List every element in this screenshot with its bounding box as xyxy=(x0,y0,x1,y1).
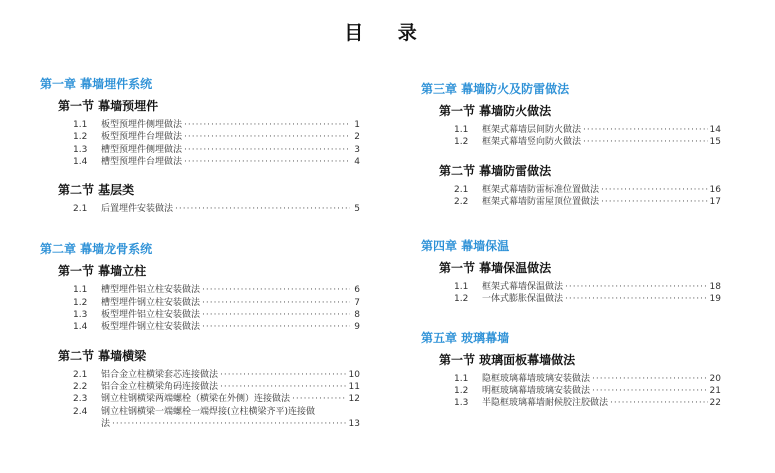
entry-page: 5 xyxy=(354,204,360,215)
entry-title: 板型埋件铝立柱安装做法 xyxy=(101,310,201,321)
entry-page: 15 xyxy=(709,137,721,148)
leader-dots xyxy=(184,131,350,143)
section-heading[interactable]: 第一节 玻璃面板幕墙做法 xyxy=(439,352,576,367)
section-heading[interactable]: 第一节 幕墙防火做法 xyxy=(439,104,552,118)
leader-dots xyxy=(202,284,350,296)
entry-number: 2.1 xyxy=(454,184,469,195)
leader-dots xyxy=(292,393,347,405)
leader-dots xyxy=(202,321,350,333)
entry-title: 框架式幕墙层间防火做法 xyxy=(482,125,582,135)
entry-page: 9 xyxy=(354,322,360,333)
chapter-heading[interactable]: 第四章 幕墙保温 xyxy=(421,239,510,254)
toc-entry[interactable] xyxy=(73,131,360,143)
entry-page: 14 xyxy=(709,125,721,135)
leader-dots xyxy=(202,309,350,321)
leader-dots xyxy=(565,293,708,305)
entry-title: 槽型埋件铝立柱安装做法 xyxy=(101,285,201,296)
entry-number: 1.2 xyxy=(454,386,469,397)
entry-number: 1.4 xyxy=(73,156,88,167)
leader-dots xyxy=(220,369,347,381)
chapter-heading[interactable]: 第五章 玻璃幕墙 xyxy=(421,330,510,345)
entry-number: 1.3 xyxy=(73,144,88,155)
leader-dots xyxy=(592,373,708,385)
entry-title-continued: 法 xyxy=(101,418,111,429)
leader-dots xyxy=(610,397,708,409)
leader-dots xyxy=(202,297,350,309)
entry-title: 半隐框玻璃幕墙耐候胶注胶做法 xyxy=(482,398,609,409)
entry-title: 框架式幕墙防雷标准位置做法 xyxy=(482,184,600,195)
entry-page: 18 xyxy=(709,282,721,293)
toc-entry[interactable] xyxy=(454,184,721,196)
leader-dots xyxy=(184,119,350,131)
toc-entry[interactable] xyxy=(73,144,360,156)
entry-number: 1.2 xyxy=(73,132,88,143)
section-heading[interactable]: 第一节 幕墙保温做法 xyxy=(439,261,552,276)
toc-entry[interactable] xyxy=(454,293,721,305)
entry-number: 2.1 xyxy=(73,369,88,380)
entry-page: 3 xyxy=(354,144,360,155)
toc-entry[interactable] xyxy=(73,284,360,296)
entry-page: 8 xyxy=(354,310,360,321)
toc-entry[interactable] xyxy=(73,369,360,381)
entry-number: 2.2 xyxy=(454,196,469,207)
entry-title: 框架式幕墙防雷屋顶位置做法 xyxy=(482,196,600,207)
toc-entry[interactable] xyxy=(73,156,360,168)
toc-entry[interactable] xyxy=(73,321,360,333)
toc-entry[interactable] xyxy=(73,297,360,309)
entry-page: 4 xyxy=(354,156,360,167)
entry-page: 16 xyxy=(709,184,721,195)
entry-number: 2.4 xyxy=(73,406,88,417)
page-title: 目 录 xyxy=(344,22,431,44)
section-heading[interactable]: 第二节 幕墙防雷做法 xyxy=(439,163,552,178)
entry-title: 框架式幕墙竖向防火做法 xyxy=(482,137,582,148)
leader-dots xyxy=(601,184,708,196)
section-heading[interactable]: 第二节 幕墙横梁 xyxy=(58,348,147,363)
entry-title: 槽型预埋件侧埋做法 xyxy=(101,144,183,155)
entry-title: 明框玻璃幕墙玻璃安装做法 xyxy=(482,386,591,397)
entry-title: 板型预埋件台埋做法 xyxy=(101,132,183,143)
entry-number: 2.3 xyxy=(73,394,88,405)
entry-title: 板型埋件钢立柱安装做法 xyxy=(101,322,201,333)
toc-entry[interactable] xyxy=(454,281,721,293)
entry-page: 19 xyxy=(709,294,721,305)
entry-title: 铝合金立柱横梁套芯连接做法 xyxy=(101,369,219,380)
entry-number: 1.3 xyxy=(454,398,469,409)
toc-entry[interactable] xyxy=(73,381,360,393)
entry-title: 槽型埋件钢立柱安装做法 xyxy=(101,297,201,308)
entry-title: 钢立柱钢横梁一端螺栓一端焊接(立柱横梁齐平)连接做 xyxy=(101,406,316,417)
entry-page: 10 xyxy=(348,369,360,380)
entry-number: 1.1 xyxy=(73,285,88,296)
entry-number: 1.2 xyxy=(73,297,88,308)
toc-entry[interactable] xyxy=(454,385,721,397)
entry-page: 17 xyxy=(709,196,721,207)
entry-page: 21 xyxy=(709,386,721,397)
section-heading[interactable]: 第一节 幕墙预埋件 xyxy=(58,99,159,113)
entry-page: 11 xyxy=(348,381,360,392)
entry-number: 1.1 xyxy=(73,120,88,130)
toc-entry[interactable] xyxy=(454,124,721,136)
toc-entry[interactable] xyxy=(73,309,360,321)
entry-title: 一体式膨胀保温做法 xyxy=(482,294,564,305)
toc-left-column xyxy=(40,76,360,430)
entry-page: 20 xyxy=(709,373,721,384)
toc-entry[interactable] xyxy=(73,406,360,430)
toc-entry[interactable] xyxy=(454,397,721,409)
chapter-heading[interactable]: 第三章 幕墙防火及防雷做法 xyxy=(421,82,570,96)
leader-dots xyxy=(565,281,708,293)
entry-title: 隐框玻璃幕墙玻璃安装做法 xyxy=(482,373,591,384)
leader-dots xyxy=(112,418,347,430)
entry-page: 2 xyxy=(354,132,360,143)
entry-title: 槽型预埋件台埋做法 xyxy=(101,156,183,167)
entry-number: 2.2 xyxy=(73,381,88,392)
leader-dots xyxy=(184,156,350,168)
entry-number: 2.1 xyxy=(73,204,88,215)
toc-right-column xyxy=(421,81,721,410)
entry-number: 1.1 xyxy=(454,125,469,135)
leader-dots xyxy=(583,124,708,136)
toc-entry[interactable] xyxy=(73,393,360,405)
entry-number: 1.3 xyxy=(73,310,88,321)
entry-page: 1 xyxy=(354,120,360,130)
entry-number: 1.4 xyxy=(73,322,88,333)
entry-number: 1.1 xyxy=(454,373,469,384)
entry-number: 1.2 xyxy=(454,137,469,148)
leader-dots xyxy=(220,381,347,393)
entry-page: 13 xyxy=(348,418,360,429)
entry-title: 框架式幕墙保温做法 xyxy=(482,282,564,293)
entry-title: 铝合金立柱横梁角码连接做法 xyxy=(101,381,219,392)
leader-dots xyxy=(583,136,708,148)
entry-page: 7 xyxy=(354,297,360,308)
toc-entry[interactable] xyxy=(73,203,360,215)
entry-title: 板型预埋件侧埋做法 xyxy=(101,120,183,130)
entry-page: 6 xyxy=(354,285,360,296)
leader-dots xyxy=(601,196,708,208)
entry-title: 钢立柱钢横梁两端螺栓（横梁在外侧）连接做法 xyxy=(101,394,291,405)
section-heading[interactable]: 第一节 幕墙立柱 xyxy=(58,264,147,279)
entry-page: 22 xyxy=(709,398,721,409)
leader-dots xyxy=(175,203,350,215)
entry-page: 12 xyxy=(348,394,360,405)
leader-dots xyxy=(184,144,350,156)
toc-entry[interactable] xyxy=(454,373,721,385)
section-heading[interactable]: 第二节 基层类 xyxy=(58,183,135,198)
leader-dots xyxy=(592,385,708,397)
toc-entry[interactable] xyxy=(73,119,360,131)
entry-number: 1.2 xyxy=(454,294,469,305)
toc-entry[interactable] xyxy=(454,196,721,208)
chapter-heading[interactable]: 第二章 幕墙龙骨系统 xyxy=(40,242,153,257)
chapter-heading[interactable]: 第一章 幕墙埋件系统 xyxy=(40,77,153,91)
entry-number: 1.1 xyxy=(454,282,469,293)
toc-entry[interactable] xyxy=(454,136,721,148)
entry-title: 后置埋件安装做法 xyxy=(101,204,174,215)
